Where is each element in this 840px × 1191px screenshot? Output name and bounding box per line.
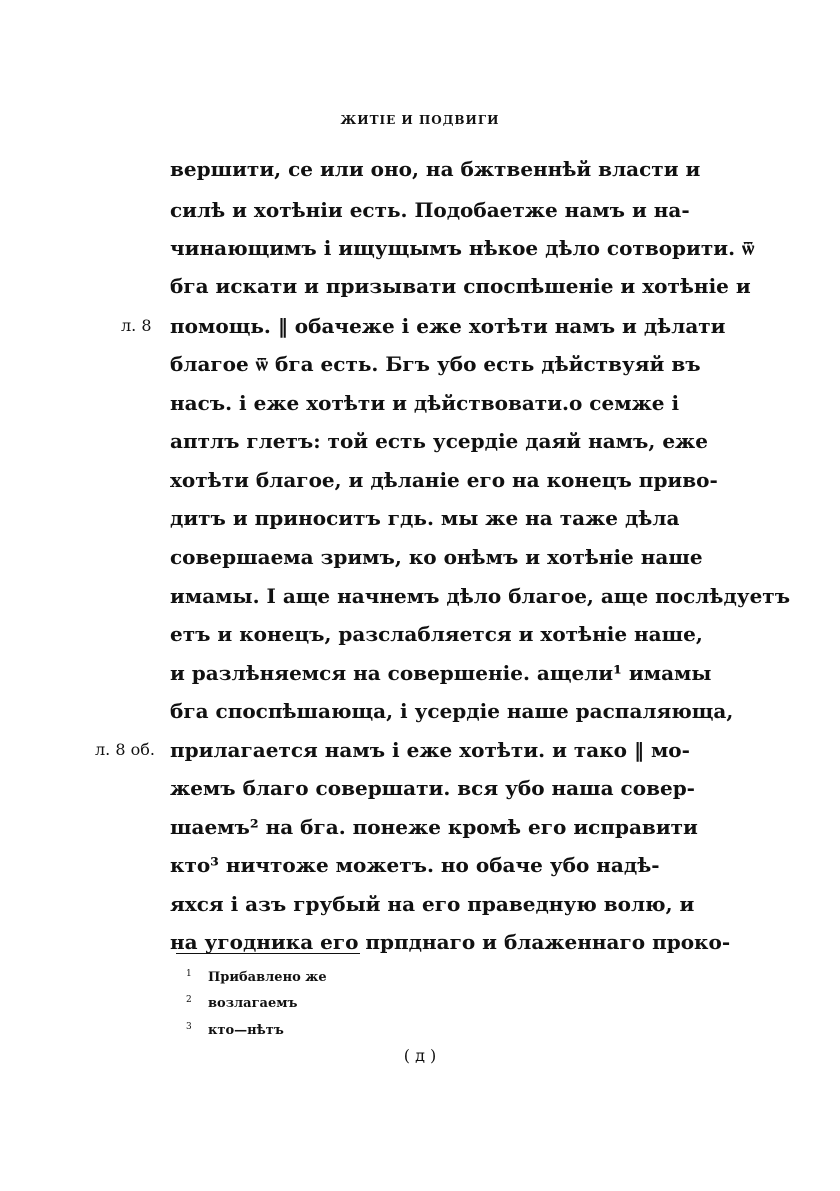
footnote-rule [176, 953, 360, 954]
text-line: бга искати и призывати споспѣшеніе и хотѣніе и [170, 274, 751, 298]
footnote-mark: 3 [186, 1022, 192, 1032]
margin-note-leaf-8-verso: л. 8 об. [95, 740, 155, 759]
text-line: кто³ ничтоже можетъ. но обаче убо надѣ- [170, 853, 660, 877]
text-line: дитъ и приноситъ гдь. мы же на таже дѣла [170, 506, 680, 530]
running-header: ЖИТІЕ И ПОДВИГИ [340, 113, 500, 127]
text-line: шаемъ² на бга. понеже кромѣ его исправити [170, 815, 698, 839]
text-line: благое ѿ бга есть. Бгъ убо есть дѣйствуяй въ [170, 352, 701, 376]
text-line: насъ. і еже хотѣти и дѣйствовати.о семже і [170, 391, 680, 415]
text-line: чинающимъ і ищущымъ нѣкое дѣло сотворити. ѿ [170, 236, 755, 260]
footnote [186, 968, 327, 988]
text-line: совершаема зримъ, ко онѣмъ и хотѣніе наше [170, 545, 703, 569]
footnote [186, 994, 298, 1014]
text-line: на угодника его прпднаго и блаженнаго проко- [170, 930, 731, 954]
footnote [186, 1021, 284, 1041]
text-line: бга споспѣшающа, і усердіе наше распаляюща, [170, 699, 734, 723]
text-line: имамы. І аще начнемъ дѣло благое, аще послѣдуетъ [170, 584, 791, 608]
footnote-text: возлагаемъ [208, 996, 298, 1011]
footnote-text: Прибавлено же [208, 970, 327, 985]
text-line: силѣ и хотѣніи есть. Подобаетже намъ и на- [170, 198, 690, 222]
text-line: хотѣти благое, и дѣланіе его на конецъ приво- [170, 468, 718, 492]
text-line: прилагается намъ і еже хотѣти. и тако ‖ мо- [170, 738, 690, 762]
text-line: и разлѣняемся на совершеніе. ащели¹ имамы [170, 661, 712, 685]
text-line: яхся і азъ грубый на его праведную волю, и [170, 892, 695, 916]
footnote-text: кто—нѣтъ [208, 1023, 284, 1038]
footnote-mark: 1 [186, 969, 192, 979]
page-folio: ( д ) [403, 1046, 437, 1065]
text-line: вершити, се или оно, на бжтвеннѣй власти и [170, 157, 701, 181]
text-line: етъ и конецъ, разслабляется и хотѣніе наше, [170, 622, 703, 646]
text-line: помощь. ‖ обачеже і еже хотѣти намъ и дѣлати [170, 314, 726, 338]
text-line: аптлъ глетъ: той есть усердіе даяй намъ, еже [170, 429, 708, 453]
footnote-mark: 2 [186, 995, 192, 1005]
margin-note-leaf-8: л. 8 [121, 316, 152, 335]
text-line: жемъ благо совершати. вся убо наша совер- [170, 776, 695, 800]
